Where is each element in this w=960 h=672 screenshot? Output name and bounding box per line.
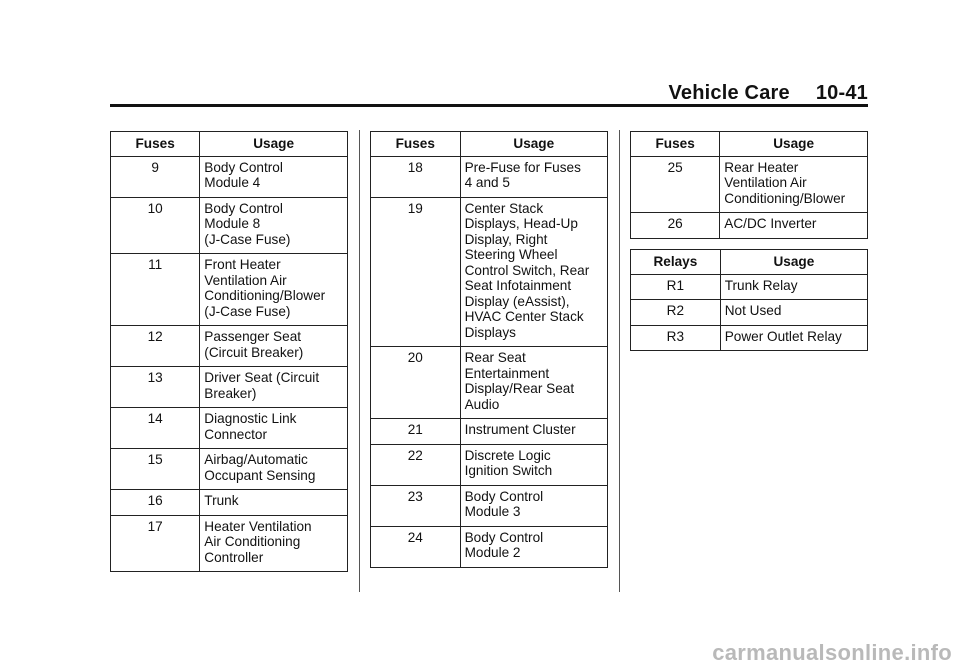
usage-line: Displays, Head-Up [464, 216, 578, 231]
usage-line: Ventilation Air [724, 175, 807, 190]
usage-line: Module 4 [204, 175, 261, 190]
relay-table [630, 249, 868, 351]
fuse-usage [200, 254, 348, 326]
usage-line: Heater Ventilation [204, 518, 312, 534]
usage-line: 4 and 5 [464, 175, 510, 190]
usage-line: Body Control [204, 159, 283, 175]
table-row [111, 367, 348, 408]
table-row [111, 326, 348, 367]
usage-line: Pre-Fuse for Fuses [464, 159, 581, 175]
fuse-number: 9 [111, 156, 200, 197]
fuse-number: 14 [111, 408, 200, 449]
usage-line: Passenger Seat [204, 329, 302, 344]
column-header-id: Fuses [631, 132, 720, 157]
fuse-number: 15 [111, 449, 200, 490]
usage-line: Rear Seat [464, 350, 526, 365]
table-row [111, 156, 348, 197]
fuse-usage [460, 419, 607, 445]
column-header-usage: Usage [200, 132, 348, 157]
usage-line: Breaker) [204, 385, 257, 401]
usage-line: Not Used [724, 303, 782, 318]
usage-line: Power Outlet Relay [724, 328, 842, 344]
column-divider-2 [619, 130, 620, 592]
header-rule [110, 104, 868, 107]
usage-line: AC/DC Inverter [724, 216, 817, 231]
usage-line: Display/Rear Seat [464, 381, 575, 396]
fuse-usage [200, 449, 348, 490]
fuse-usage [720, 213, 868, 239]
fuse-number: 23 [371, 485, 461, 526]
fuse-number: 13 [111, 367, 200, 408]
usage-line: Ventilation Air [204, 272, 287, 288]
fuse-usage [460, 156, 607, 197]
column-header-usage: Usage [460, 132, 607, 157]
table-row [111, 254, 348, 326]
fuse-number: 11 [111, 254, 200, 326]
table-row [371, 526, 608, 567]
table-row [111, 490, 348, 516]
fuse-table-2 [370, 131, 608, 568]
table-row [631, 325, 868, 351]
fuse-usage [200, 367, 348, 408]
usage-line: Driver Seat (Circuit [204, 370, 320, 385]
fuse-usage [200, 197, 348, 254]
column-header-id: Fuses [111, 132, 200, 157]
usage-line: (J-Case Fuse) [204, 303, 291, 319]
table-row [111, 515, 348, 572]
usage-line: Audio [464, 396, 500, 412]
usage-line: Airbag/Automatic [204, 452, 308, 467]
usage-line: Diagnostic Link [204, 411, 297, 426]
table-row [631, 274, 868, 300]
usage-line: Connector [204, 426, 268, 442]
usage-line: Front Heater [204, 257, 281, 272]
usage-line: Center Stack [464, 200, 544, 216]
table-row [371, 419, 608, 445]
usage-line: Module 3 [464, 504, 521, 519]
table-row [371, 156, 608, 197]
usage-line: Steering Wheel [464, 247, 558, 262]
usage-line: Instrument Cluster [464, 422, 576, 437]
column-header-id: Fuses [371, 132, 461, 157]
fuse-usage [460, 485, 607, 526]
table-row [111, 408, 348, 449]
table-header-row [111, 132, 348, 157]
usage-line: (J-Case Fuse) [204, 231, 291, 247]
usage-line: Module 2 [464, 545, 521, 560]
table-row [371, 197, 608, 347]
fuse-usage [460, 526, 607, 567]
usage-line: Ignition Switch [464, 463, 553, 478]
usage-line: (Circuit Breaker) [204, 344, 304, 360]
usage-line: Conditioning/Blower [204, 288, 326, 303]
fuse-usage [720, 274, 867, 300]
table-row [631, 156, 868, 213]
column-header-usage: Usage [720, 250, 867, 275]
table-row [631, 213, 868, 239]
usage-line: Controller [204, 549, 264, 565]
fuse-number: 18 [371, 156, 461, 197]
watermark: carmanualsonline.info [712, 640, 952, 665]
table-row [371, 485, 608, 526]
fuse-number: 24 [371, 526, 461, 567]
usage-line: Occupant Sensing [204, 467, 316, 483]
fuse-usage [460, 197, 607, 347]
usage-line: Discrete Logic [464, 447, 551, 463]
fuse-usage [200, 490, 348, 516]
fuse-table-1 [110, 131, 348, 572]
section-title: Vehicle Care [668, 82, 790, 104]
table-row [371, 444, 608, 485]
table-row [111, 449, 348, 490]
column-header-id: Relays [631, 250, 721, 275]
fuse-usage [720, 156, 868, 213]
usage-line: Module 8 [204, 216, 261, 231]
table-row [371, 347, 608, 419]
fuse-table-3 [630, 131, 868, 239]
usage-line: Displays [464, 324, 516, 340]
fuse-number: 12 [111, 326, 200, 367]
usage-line: Display (eAssist), [464, 293, 570, 309]
table-row [631, 300, 868, 326]
fuse-usage [200, 156, 348, 197]
fuse-usage [460, 347, 607, 419]
fuse-usage [200, 408, 348, 449]
fuse-number: 19 [371, 197, 461, 347]
usage-line: Conditioning/Blower [724, 190, 846, 206]
usage-line: Air Conditioning [204, 534, 301, 549]
usage-line: Seat Infotainment [464, 278, 572, 293]
usage-line: Trunk [204, 493, 239, 508]
fuse-number: 20 [371, 347, 461, 419]
fuse-number: 25 [631, 156, 720, 213]
table-header-row [371, 132, 608, 157]
fuse-usage [720, 325, 867, 351]
column-header-usage: Usage [720, 132, 868, 157]
fuse-usage [720, 300, 867, 326]
fuse-usage [460, 444, 607, 485]
fuse-number: 17 [111, 515, 200, 572]
usage-line: Control Switch, Rear [464, 262, 590, 278]
usage-line: Trunk Relay [724, 277, 798, 293]
usage-line: Body Control [464, 488, 544, 504]
fuse-number: R2 [631, 300, 721, 326]
usage-line: Display, Right [464, 231, 548, 247]
table-row [111, 197, 348, 254]
usage-line: HVAC Center Stack [464, 309, 584, 324]
page-number: 10-41 [815, 82, 868, 104]
fuse-number: 21 [371, 419, 461, 445]
usage-line: Entertainment [464, 365, 550, 381]
fuse-number: R1 [631, 274, 721, 300]
fuse-number: 22 [371, 444, 461, 485]
usage-line: Rear Heater [724, 159, 799, 175]
column-divider-1 [359, 130, 360, 592]
page-header [668, 82, 868, 105]
fuse-number: R3 [631, 325, 721, 351]
usage-line: Body Control [204, 200, 283, 216]
fuse-number: 26 [631, 213, 720, 239]
table-header-row [631, 250, 868, 275]
fuse-number: 10 [111, 197, 200, 254]
fuse-usage [200, 326, 348, 367]
usage-line: Body Control [464, 529, 544, 545]
fuse-number: 16 [111, 490, 200, 516]
table-header-row [631, 132, 868, 157]
fuse-usage [200, 515, 348, 572]
